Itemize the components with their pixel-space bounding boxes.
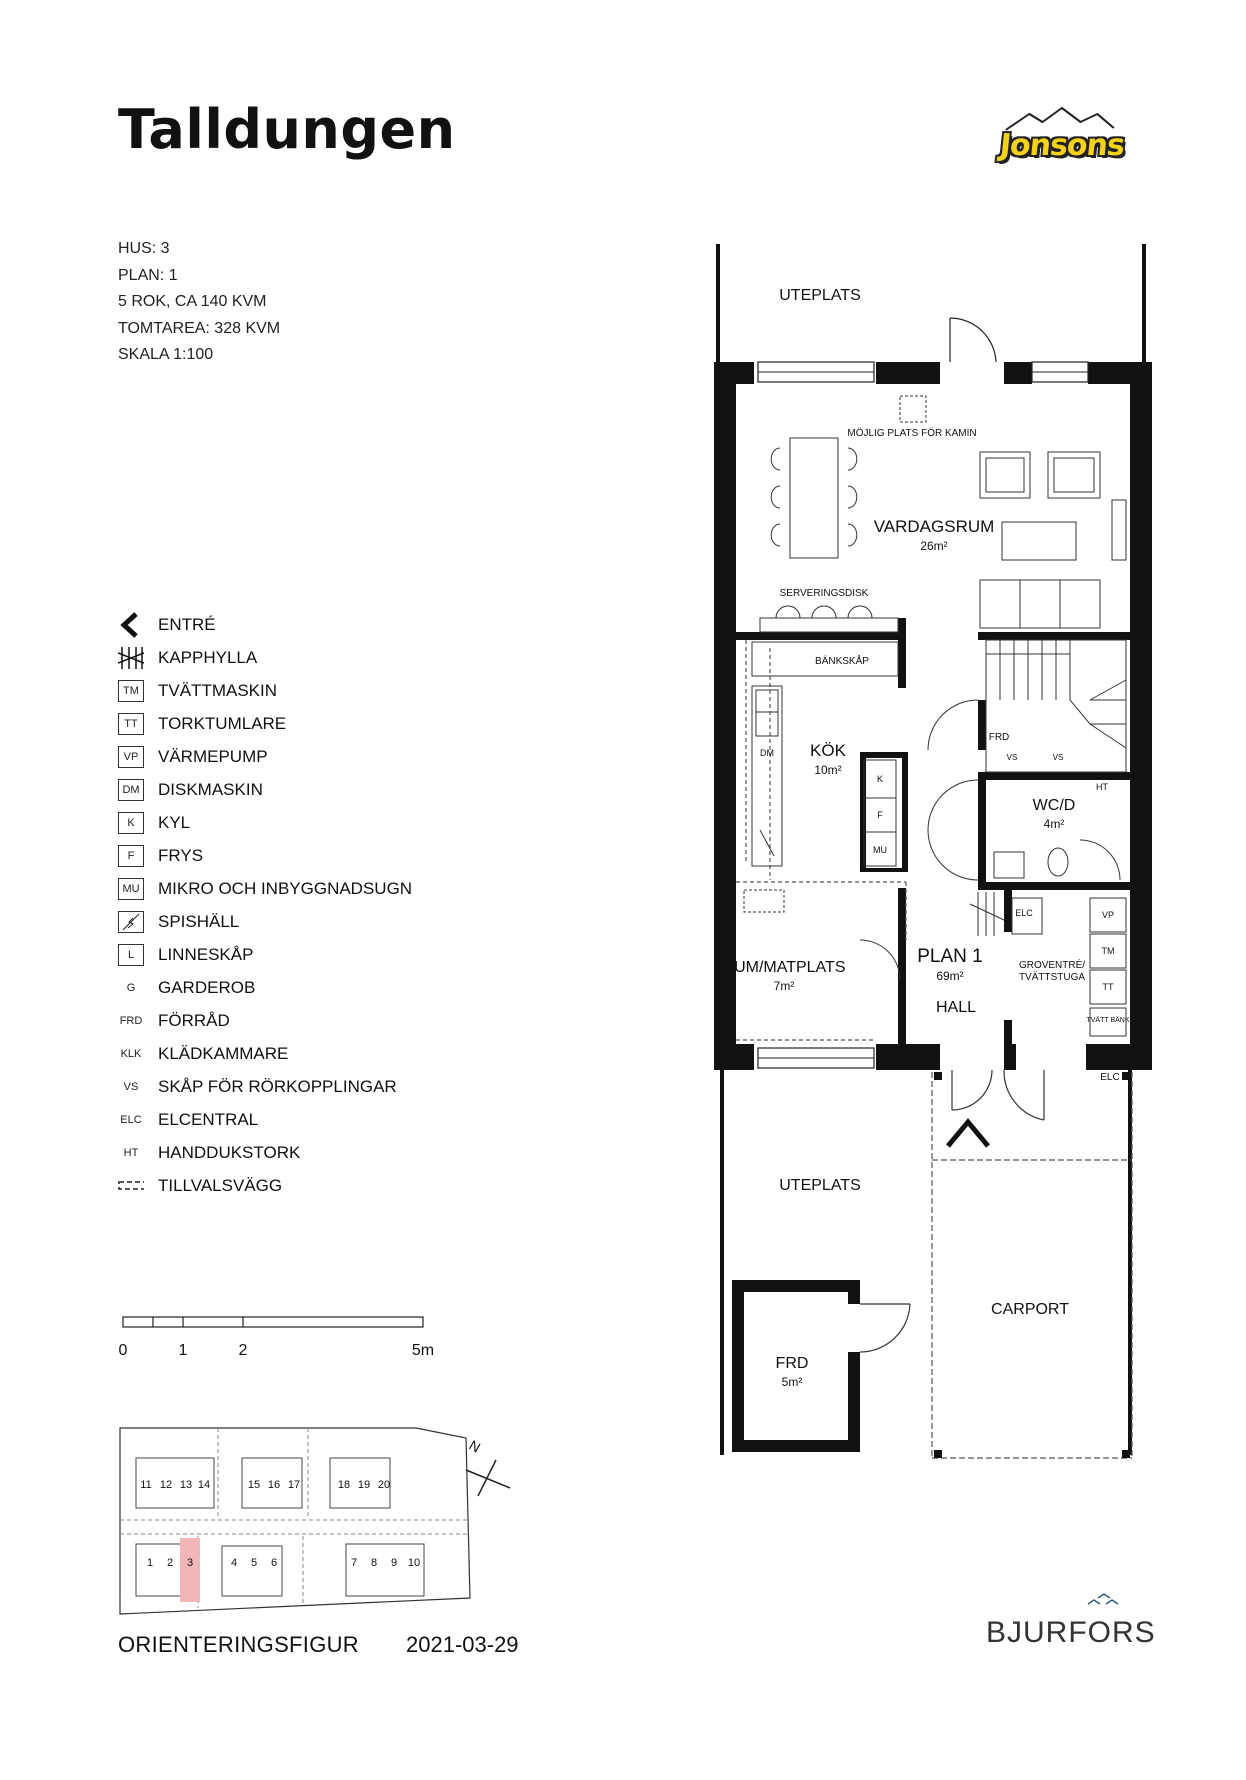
legend-label: VÄRMEPUMP (158, 747, 268, 766)
elc-inner-label: ELC (1015, 908, 1033, 918)
tvattbank-label: TVÄTT BÄNK (1086, 1017, 1130, 1024)
legend-label: KAPPHYLLA (158, 648, 258, 667)
bankskap-label: BÄNKSKÅP (815, 656, 869, 667)
legend-label: TILLVALSVÄGG (158, 1176, 283, 1195)
wcd-label: WC/D (1032, 797, 1076, 814)
legend-item (118, 975, 438, 1001)
house-number: 3 (186, 1557, 194, 1569)
frd-shed-label: FRD (775, 1355, 809, 1372)
frd-shed-area: 5m² (781, 1375, 803, 1389)
vardagsrum-area: 26m² (920, 539, 948, 553)
legend-code: ELC (120, 1114, 142, 1126)
tt-label: TT (1102, 982, 1114, 992)
legend-item (118, 612, 438, 638)
uteplats-top-label: UTEPLATS (779, 287, 861, 304)
house-number: 7 (350, 1557, 358, 1569)
house-info (118, 236, 280, 369)
legend-label: SKÅP FÖR RÖRKOPPLINGAR (158, 1077, 397, 1096)
house-number: 6 (270, 1557, 278, 1569)
legend-item (118, 1008, 438, 1034)
legend-code: MU (118, 878, 144, 900)
elc-outer-label: ELC (1100, 1072, 1120, 1083)
legend-label: KYL (158, 813, 191, 832)
serveringsdisk-label: SERVERINGSDISK (779, 588, 869, 599)
info-plot-area: TOMTAREA: 328 KVM (118, 319, 281, 337)
legend-label: LINNESKÅP (158, 945, 254, 964)
legend-code: VS (123, 1081, 139, 1093)
page-title: Talldungen (118, 98, 456, 161)
mu-label: MU (873, 845, 887, 855)
legend-item (118, 645, 438, 671)
spishall-icon (118, 911, 144, 933)
scale-label: 5m (411, 1342, 435, 1359)
legend-code: VP (118, 746, 144, 768)
kok-area: 10m² (814, 763, 842, 777)
legend-code: TT (118, 713, 144, 735)
house-number: 4 (230, 1557, 238, 1569)
legend-item (118, 744, 438, 770)
legend-code: G (126, 982, 136, 994)
vs-label: VS (1052, 753, 1064, 762)
legend-code: TM (118, 680, 144, 702)
legend-item (118, 909, 438, 935)
k-label: K (876, 774, 884, 784)
house-number: 19 (357, 1479, 371, 1491)
dashed-wall-icon (118, 1175, 144, 1197)
legend-code: F (118, 845, 144, 867)
entre-icon (118, 614, 144, 636)
legend-label: DISKMASKIN (158, 780, 263, 799)
scale-label: 2 (238, 1342, 248, 1359)
legend-item (118, 1173, 438, 1199)
house-number: 14 (197, 1479, 211, 1491)
floor-plan (700, 230, 1160, 1470)
plan1-label: PLAN 1 (917, 946, 983, 967)
legend-code: DM (118, 779, 144, 801)
legend-label: FÖRRÅD (158, 1011, 230, 1030)
legend-label: KLÄDKAMMARE (158, 1044, 289, 1063)
scale-label: 0 (118, 1342, 128, 1359)
house-number: 17 (287, 1479, 301, 1491)
house-number: 12 (159, 1479, 173, 1491)
plan1-area: 69m² (936, 969, 964, 983)
house-number: 2 (166, 1557, 174, 1569)
house-number: 1 (146, 1557, 154, 1569)
legend-label: MIKRO OCH INBYGGNADSUGN (158, 879, 413, 898)
legend-label: TORKTUMLARE (158, 714, 287, 733)
wcd-area: 4m² (1043, 817, 1065, 831)
legend-label: ELCENTRAL (158, 1110, 259, 1129)
highlighted-house (180, 1538, 200, 1602)
info-rooms: 5 ROK, CA 140 KVM (118, 293, 267, 310)
house-number: 15 (247, 1479, 261, 1491)
legend-item (118, 810, 438, 836)
bjurfors-logo: BJURFORS (986, 1616, 1156, 1649)
legend-item (118, 1140, 438, 1166)
jonsons-logo-text: Jonsons (998, 128, 1126, 163)
legend-item (118, 711, 438, 737)
uteplats-bottom-label: UTEPLATS (779, 1177, 861, 1194)
tm-label: TM (1101, 946, 1115, 956)
birds-icon (1084, 1590, 1124, 1612)
house-number: 20 (377, 1479, 391, 1491)
frd-inner-label: FRD (988, 732, 1010, 743)
legend-code: HT (123, 1147, 139, 1159)
legend-item (118, 1074, 438, 1100)
house-number: 16 (267, 1479, 281, 1491)
house-number: 10 (407, 1557, 421, 1569)
house-number: 11 (140, 1479, 152, 1491)
info-plan: PLAN: 1 (118, 266, 178, 284)
kamin-note: MÖJLIG PLATS FÖR KAMIN (847, 428, 977, 439)
info-scale: SKALA 1:100 (118, 346, 214, 363)
legend-item (118, 1107, 438, 1133)
hall-label: HALL (935, 999, 977, 1016)
house-number: 9 (390, 1557, 398, 1569)
info-house: HUS: 3 (118, 240, 170, 257)
scale-label: 1 (178, 1342, 188, 1359)
kok-label: KÖK (810, 741, 846, 760)
legend-label: ENTRÉ (158, 615, 216, 634)
legend-code: K (118, 812, 144, 834)
legend-item (118, 942, 438, 968)
orientation-title: ORIENTERINGSFIGUR (118, 1632, 359, 1657)
legend-item (118, 843, 438, 869)
north-arrow-icon (456, 1428, 526, 1508)
ht-label: HT (1096, 782, 1108, 792)
house-number: 18 (337, 1479, 351, 1491)
legend-label: HANDDUKSTORK (158, 1143, 301, 1162)
tvattstuga-label: TVÄTTSTUGA (1018, 972, 1086, 983)
mountain-icon (1005, 106, 1118, 132)
groventre-label: GROVENTRÉ/ (1018, 960, 1086, 971)
legend-item (118, 876, 438, 902)
house-number: 5 (250, 1557, 258, 1569)
legend-item (118, 1041, 438, 1067)
legend-label: FRYS (158, 846, 204, 865)
house-number: 13 (179, 1479, 193, 1491)
kapphylla-icon (118, 647, 144, 669)
jonsons-logo (998, 128, 1125, 163)
legend-label: GARDEROB (158, 978, 256, 997)
orientation-date: 2021-03-29 (406, 1632, 519, 1657)
house-number: 8 (370, 1557, 378, 1569)
vardagsrum-label: VARDAGSRUM (873, 517, 995, 536)
vp-label: VP (1101, 910, 1115, 920)
legend-code: L (118, 944, 144, 966)
north-label: N (466, 1436, 484, 1456)
f-label: F (877, 810, 883, 820)
rum-matplats-area: 7m² (773, 979, 795, 993)
rum-matplats-label: RUM/MATPLATS (722, 959, 846, 976)
legend-label: TVÄTTMASKIN (158, 681, 278, 700)
legend-item (118, 678, 438, 704)
legend-label: SPISHÄLL (158, 912, 240, 931)
legend-item (118, 777, 438, 803)
vs-label: VS (1006, 753, 1018, 762)
dm-label: DM (760, 748, 774, 758)
carport-label: CARPORT (991, 1301, 1069, 1318)
legend-code: FRD (119, 1015, 143, 1027)
legend-code: KLK (120, 1048, 142, 1060)
